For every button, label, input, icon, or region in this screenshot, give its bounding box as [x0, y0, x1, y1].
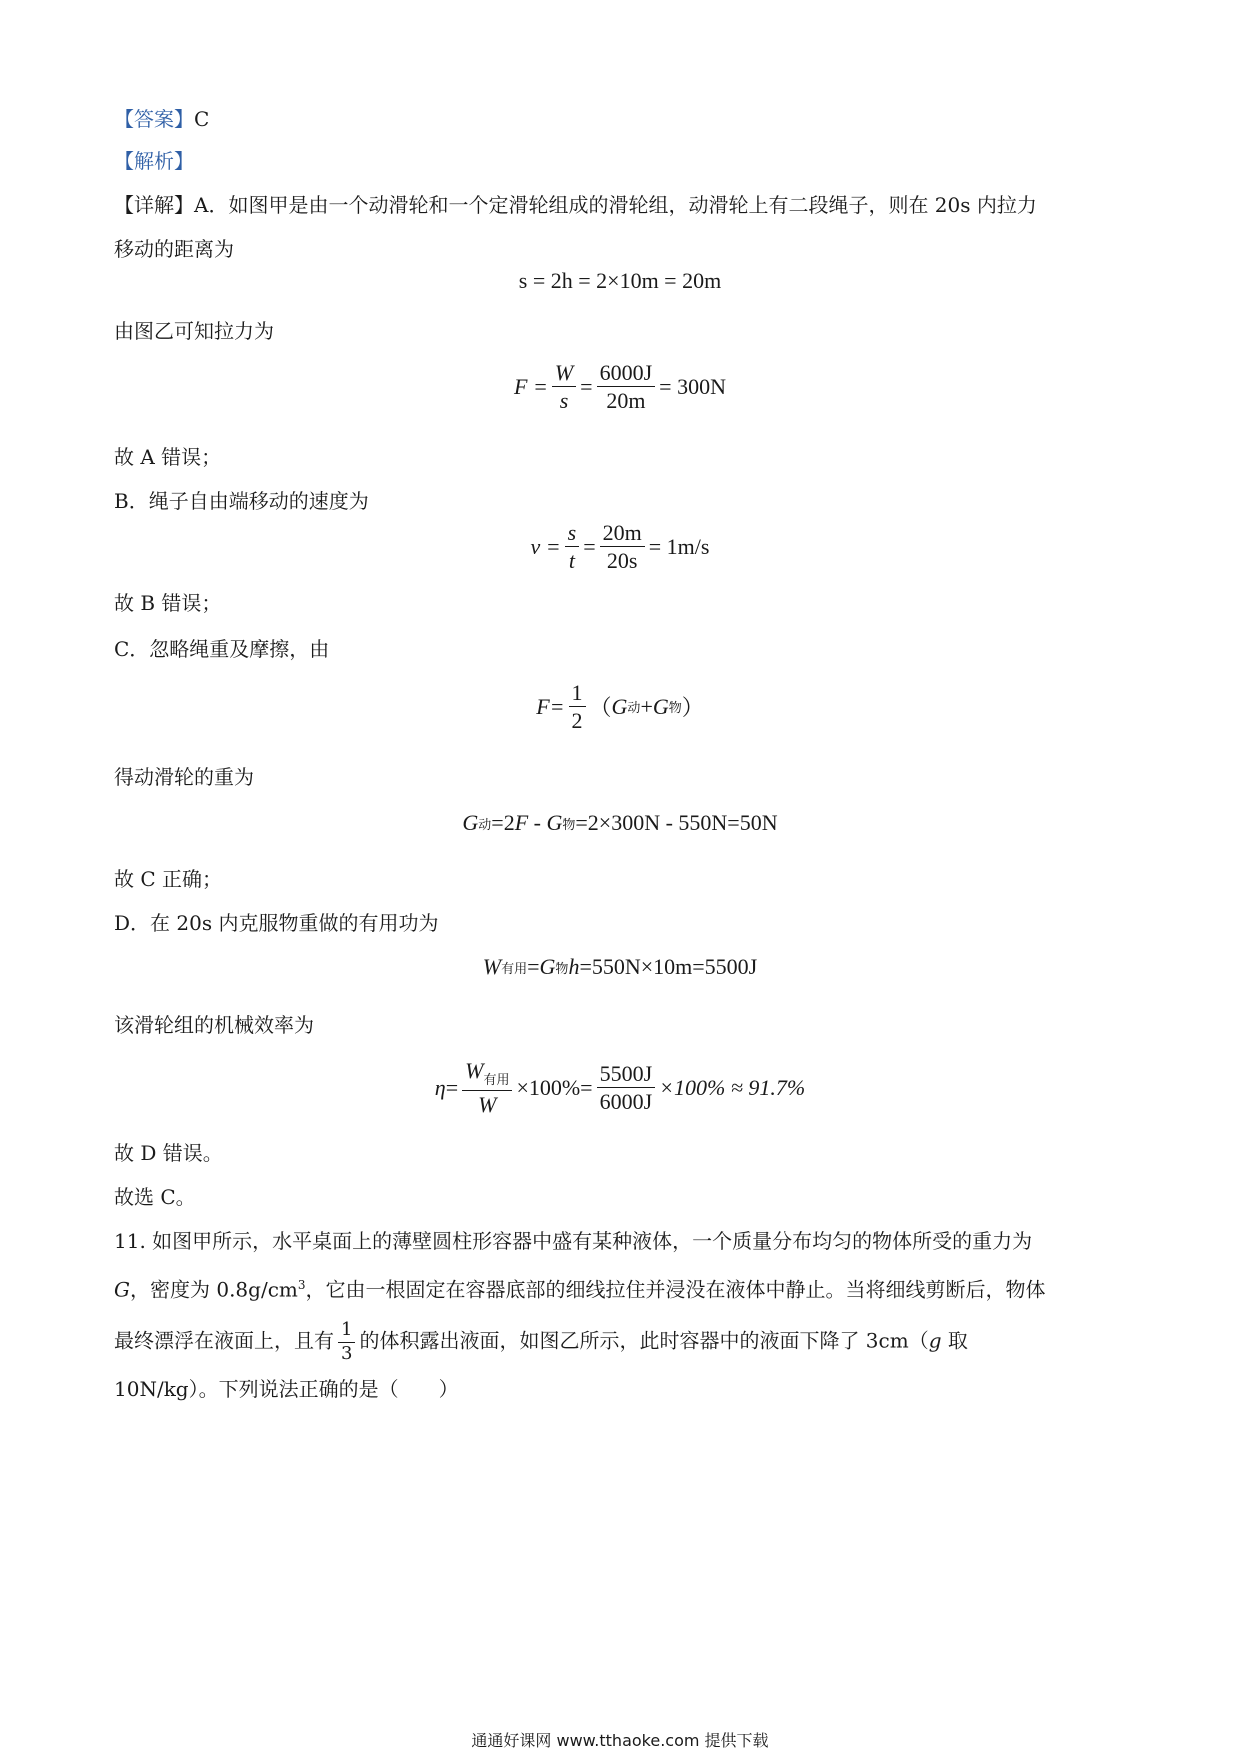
equation-pulley-force: [0, 680, 1240, 734]
eq4-lhs: F=: [536, 693, 565, 719]
eq3-eq: =: [583, 533, 596, 559]
eq6-h: h: [568, 954, 580, 979]
eq4-den: 2: [571, 708, 583, 734]
eq5-mid: =2: [491, 810, 515, 835]
analysis-heading: [114, 148, 194, 174]
q11-frac-num: 1: [338, 1320, 355, 1343]
q11-line2: [114, 1272, 1046, 1303]
equation-distance: s = 2h = 2×10m = 20m: [518, 268, 722, 293]
eq4-g2: G: [652, 693, 669, 719]
analysis-tag: 【解析】: [114, 149, 194, 173]
eq4-g1: G: [611, 693, 628, 719]
eq5-g-sub: 动: [478, 817, 492, 833]
eq7-num1-sub: 有用: [483, 1073, 510, 1088]
q11-line4: 10N/kg）。下列说法正确的是（ ）: [114, 1377, 459, 1401]
eq7-mid: ×100%=: [516, 1074, 593, 1100]
eq7-num1-w: W: [465, 1058, 484, 1083]
eq5-g: G: [462, 810, 479, 835]
eq4-g1-sub: 动: [627, 701, 641, 717]
eq5-g2: G: [546, 810, 563, 835]
eq7-frac1: [462, 1058, 512, 1117]
eq4-close: ）: [681, 695, 704, 721]
equation-useful-work: [0, 954, 1240, 980]
eq4-num: 1: [569, 680, 586, 707]
eq3-num1: s: [565, 520, 580, 547]
eq5-rest: =2×300N - 550N=50N: [575, 810, 778, 835]
equation-velocity: [0, 520, 1240, 574]
q11-sup: 3: [297, 1278, 306, 1292]
q11-line2-rest: ，它由一根固定在容器底部的细线拉住并浸没在液体中静止。当将细线剪断后，物体: [305, 1277, 1046, 1302]
choose-line: 故选 C。: [114, 1185, 196, 1209]
q11-line1: 11. 如图甲所示，水平桌面上的薄壁圆柱形容器中盛有某种液体，一个质量分布均匀的物体所受的重力为: [114, 1229, 1033, 1253]
b-wrong-line: 故 B 错误；: [114, 591, 222, 615]
eq7-eq: =: [445, 1074, 459, 1100]
eq7-num1: [462, 1058, 512, 1091]
eq2-den1: s: [559, 388, 569, 414]
c-line: C．忽略绳重及摩擦，由: [114, 637, 330, 661]
eq2-num2: 6000J: [597, 360, 656, 387]
answer-value: C: [194, 107, 210, 131]
footer: 通通好课网 www.tthaoke.com 提供下载: [471, 1731, 769, 1750]
d-line2: 该滑轮组的机械效率为: [114, 1013, 314, 1037]
d-wrong-line: 故 D 错误。: [114, 1141, 223, 1165]
q11-fraction: [338, 1320, 355, 1364]
eq4-plus: +: [640, 693, 653, 719]
eq7-frac2: [597, 1061, 656, 1115]
equation-pulley-weight: [0, 810, 1240, 836]
eq6-rest: =550N×10m=5500J: [579, 954, 758, 979]
eq3-rhs: = 1m/s: [648, 533, 710, 559]
equation-force: [0, 360, 1240, 414]
q11-frac-den: 3: [341, 1342, 353, 1364]
c-right-line: 故 C 正确；: [114, 867, 223, 891]
eq2-num1: W: [552, 360, 576, 387]
eq5-minus: -: [528, 810, 547, 835]
d-line: D．在 20s 内克服物重做的有用功为: [114, 911, 439, 935]
eq2-den2: 20m: [606, 388, 646, 414]
eq2-lhs: F =: [514, 373, 548, 399]
eq3-lhs: v =: [530, 533, 561, 559]
eq5-g2-sub: 物: [562, 817, 576, 833]
eq2-frac1: [552, 360, 576, 414]
eq6-w: W: [482, 954, 502, 979]
eq6-w-sub: 有用: [501, 961, 528, 977]
c-line2: 得动滑轮的重为: [114, 765, 254, 789]
detail-intro-line1: 【详解】A．如图甲是由一个动滑轮和一个定滑轮组成的滑轮组，动滑轮上有二段绳子，则在 20s 内拉力: [114, 193, 1037, 217]
eq4-open: （: [589, 695, 612, 721]
eq4-frac: [569, 680, 586, 734]
eq7-den1: W: [478, 1091, 497, 1117]
detail-intro-line2: 移动的距离为: [114, 237, 234, 261]
eq7-eta: η: [434, 1074, 446, 1100]
q11-line3: [114, 1320, 968, 1364]
eq3-frac2: [600, 520, 645, 574]
answer-line: [114, 106, 209, 132]
eq3-den1: t: [568, 548, 575, 574]
q11-line3-start: 最终漂浮在液面上，且有: [114, 1328, 334, 1353]
a-wrong-line: 故 A 错误；: [114, 445, 222, 469]
eq3-num2: 20m: [600, 520, 645, 547]
eq2-frac2: [597, 360, 656, 414]
equation-efficiency: [0, 1058, 1240, 1117]
answer-tag: 【答案】: [114, 107, 194, 131]
eq2-rhs: = 300N: [659, 373, 726, 399]
eq7-den2: 6000J: [599, 1089, 653, 1115]
q11-g-letter: g: [928, 1328, 942, 1353]
b-line: B．绳子自由端移动的速度为: [114, 489, 369, 513]
q11-line3-end: 取: [941, 1328, 968, 1353]
eq7-rest: ×100% ≈ 91.7%: [659, 1074, 806, 1100]
eq6-eq: =: [527, 954, 540, 979]
eq5-f: F: [514, 810, 529, 835]
eq2-eq: =: [580, 373, 593, 399]
eq6-g: G: [539, 954, 556, 979]
eq3-den2: 20s: [606, 548, 638, 574]
eq6-g-sub: 物: [555, 961, 569, 977]
detail-force-line: 由图乙可知拉力为: [114, 319, 274, 343]
q11-line3-mid: 的体积露出液面，如图乙所示，此时容器中的液面下降了 3cm（: [359, 1328, 929, 1353]
eq3-frac1: [565, 520, 580, 574]
q11-g: G: [114, 1277, 130, 1302]
eq7-num2: 5500J: [597, 1061, 656, 1088]
q11-density: ，密度为 0.8g/cm: [129, 1277, 298, 1302]
eq4-g2-sub: 物: [668, 701, 682, 717]
